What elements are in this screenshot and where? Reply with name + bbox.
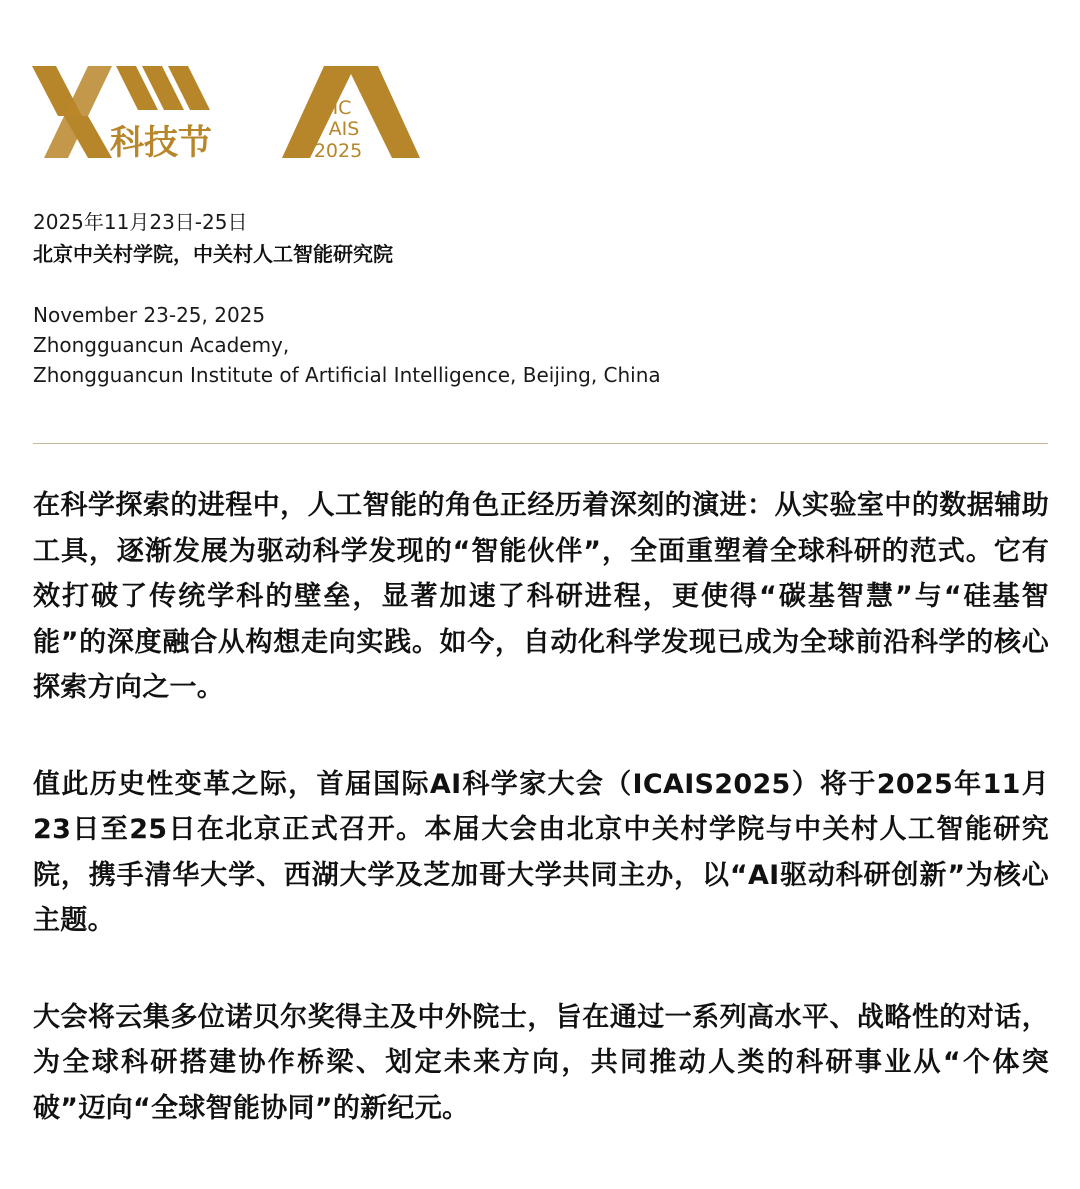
logo-right-line3: 2025 [313,140,363,162]
event-venue-en-line2: Zhongguancun Institute of Artificial Intelligence, Beijing, China [33,363,661,387]
event-date-cn: 2025年11月23日-25日 [33,210,248,234]
logo-right-line1: IC [332,97,352,119]
event-venue-cn: 北京中关村学院，中关村人工智能研究院 [33,242,393,266]
article-body [33,483,1049,1131]
paragraph-conference: 值此历史性变革之际，首届国际AI科学家大会（ICAIS2025）将于2025年11月23日至25日在北京正式召开。本届大会由北京中关村学院与中关村人工智能研究院，携手清华大学、西湖大学及芝加哥大学共同主办，以“AI驱动科研创新”为核心主题。 [33,768,1049,936]
paragraph-goals: 大会将云集多位诺贝尔奖得主及中外院士，旨在通过一系列高水平、战略性的对话，为全球科研搭建协作桥梁、划定未来方向，共同推动人类的科研事业从“个体突破”迈向“全球智能协同”的新纪元。 [33,1001,1049,1124]
logo-bar [30,62,430,162]
paragraph-intro: 在科学探索的进程中，人工智能的角色正经历着深刻的演进：从实验室中的数据辅助工具，逐渐发展为驱动科学发现的“智能伙伴”，全面重塑着全球科研的范式。它有效打破了传统学科的壁垒，显著加速了科研进程，更使得“碳基智慧”与“硅基智能”的深度融合从构想走向实践。如今，自动化科学发现已成为全球前沿科学的核心探索方向之一。 [33,490,1049,703]
event-info-english [33,300,1033,390]
icais-2025-logo [280,62,422,162]
event-venue-en-line1: Zhongguancun Academy, [33,333,290,357]
xm-tech-festival-logo [30,62,250,162]
divider [33,443,1048,444]
event-date-en: November 23-25, 2025 [33,303,266,327]
logo-right-line2: AIS [328,118,360,140]
event-info-chinese [33,206,1033,270]
logo-left-text: 科技节 [110,123,212,162]
